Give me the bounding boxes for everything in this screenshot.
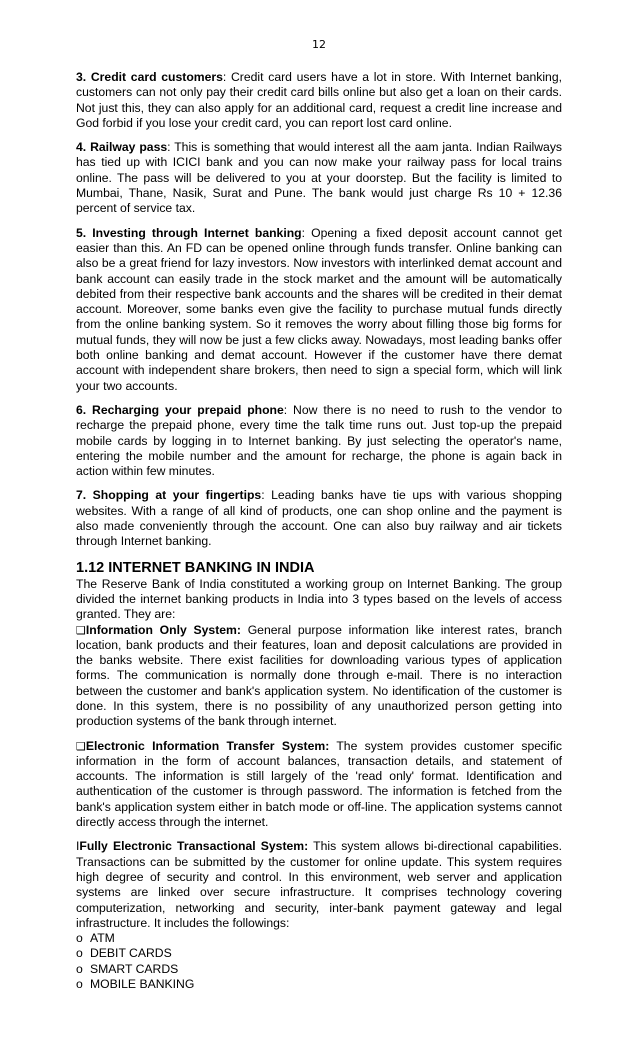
item-text: : Credit card users have a lot in store. With Internet banking, customers can not only pay their credit card bills online but also get a loan on their cards. Not just this, they can also apply for an additional card, request a credit line increase and God forbid if you lose your credit card, you can report lost card online. (76, 70, 562, 130)
item-text: : Opening a fixed deposit account cannot get easier than this. An FD can be opened online through funds transfer. Online banking can also be a great friend for lazy investors. Now investors with interlinked demat account and bank account can easily trade in the stock market and the amount will be automatically debited from their respective bank accounts and the shares will be credited in their demat account. Moreover, some banks even give the facility to purchase mutual funds directly from the online banking system. So it removes the worry about filling those big forms for mutual funds, they will now be just a few clicks away. Nowadays, most leading banks offer both online banking and demat account. However if the customer have there demat account with independent share brokers, then need to sign a special form, which will link your two accounts. (76, 225, 562, 393)
list-item (76, 977, 562, 992)
paragraph-credit-card-customers (76, 70, 562, 131)
list-bullet: o (76, 946, 83, 961)
channel-list (76, 931, 562, 992)
item-title: 5. Investing through Internet banking (76, 225, 302, 240)
list-item-text: DEBIT CARDS (90, 946, 172, 961)
item-text: : Leading banks have tie ups with various shopping websites. With a range of all kind of products, one can shop online and the payment is also made conveniently through the account. One can also buy railway and air tickets through Internet banking. (76, 488, 562, 549)
paragraph-railway-pass (76, 140, 562, 216)
system-electronic-information-transfer (76, 739, 562, 831)
list-item (76, 946, 562, 961)
paragraph-shopping (76, 488, 562, 549)
system-fully-electronic-transactional (76, 839, 562, 931)
item-text: : This is something that would interest all the aam janta. Indian Railways has tied up with ICICI bank and you can now make your railway pass for local trains online. The pass will be delivered to you at your doorstep. But the facility is limited to Mumbai, Thane, Nasik, Surat and Pune. The bank would just charge Rs 10 + 12.36 percent of service tax. (76, 140, 563, 216)
system-information-only (76, 623, 562, 730)
bullet-marker: I (76, 839, 80, 854)
list-item (76, 962, 562, 977)
paragraph-recharging-phone (76, 403, 562, 479)
item-text: : Now there is no need to rush to the vendor to recharge the prepaid phone, every time the talk time runs out. Just top-up the prepaid mobile cards by logging in to Internet banking. By just selecting the operator's name, entering the mobile number and the amount for recharge, the phone is again back in action within few minutes. (76, 402, 562, 479)
list-item-text: SMART CARDS (90, 961, 179, 976)
system-title: Information Only System: (85, 622, 241, 637)
document-body (76, 70, 562, 992)
list-item (76, 931, 562, 946)
list-bullet: o (76, 931, 83, 946)
checkbox-bullet-icon: ❑ (76, 739, 86, 753)
list-bullet: o (76, 977, 83, 992)
page-number: 12 (312, 38, 326, 51)
checkbox-bullet-icon: ❑ (76, 623, 86, 637)
section-intro: The Reserve Bank of India constituted a working group on Internet Banking. The group divided the internet banking products in India into 3 types based on the levels of access granted. They are: (76, 576, 562, 622)
list-item-text: MOBILE BANKING (90, 977, 195, 992)
system-title: Electronic Information Transfer System: (85, 738, 330, 753)
item-title: 7. Shopping at your fingertips (76, 488, 262, 503)
system-text: This system allows bi-directional capabilities. Transactions can be submitted by the customer for online update. This system requires high degree of security and control. In this environment, web server and application systems are linked over secure infrastructure. It comprises technology covering computerization, networking and security, inter-bank payment gateway and legal infrastructure. It includes the followings: (76, 839, 562, 930)
paragraph-investing (76, 226, 562, 394)
system-title: Fully Electronic Transactional System: (79, 839, 309, 854)
list-bullet: o (76, 961, 83, 976)
section-heading: 1.12 INTERNET BANKING IN INDIA (76, 559, 315, 576)
item-title: 4. Railway pass (76, 140, 168, 155)
list-item-text: ATM (90, 931, 115, 946)
item-title: 3. Credit card customers (76, 70, 223, 84)
system-text: The system provides customer specific information in the form of account balances, transaction details, and statement of accounts. The information is still largely of the 'read only' format. Identification and authentication of the customer is through password. The information is fetched from the bank's application system either in batch mode or off-line. The application systems cannot directly access through the internet. (76, 738, 562, 830)
system-text: General purpose information like interest rates, branch location, bank products and their features, loan and deposit calculations are provided in the banks website. There exist facilities for downloading various types of application forms. The communication is normally done through e-mail. There is no interaction between the customer and bank's application system. No identification of the customer is done. In this system, there is no possibility of any unauthorized person getting into production systems of the bank through internet. (76, 622, 562, 729)
item-title: 6. Recharging your prepaid phone (76, 402, 284, 417)
